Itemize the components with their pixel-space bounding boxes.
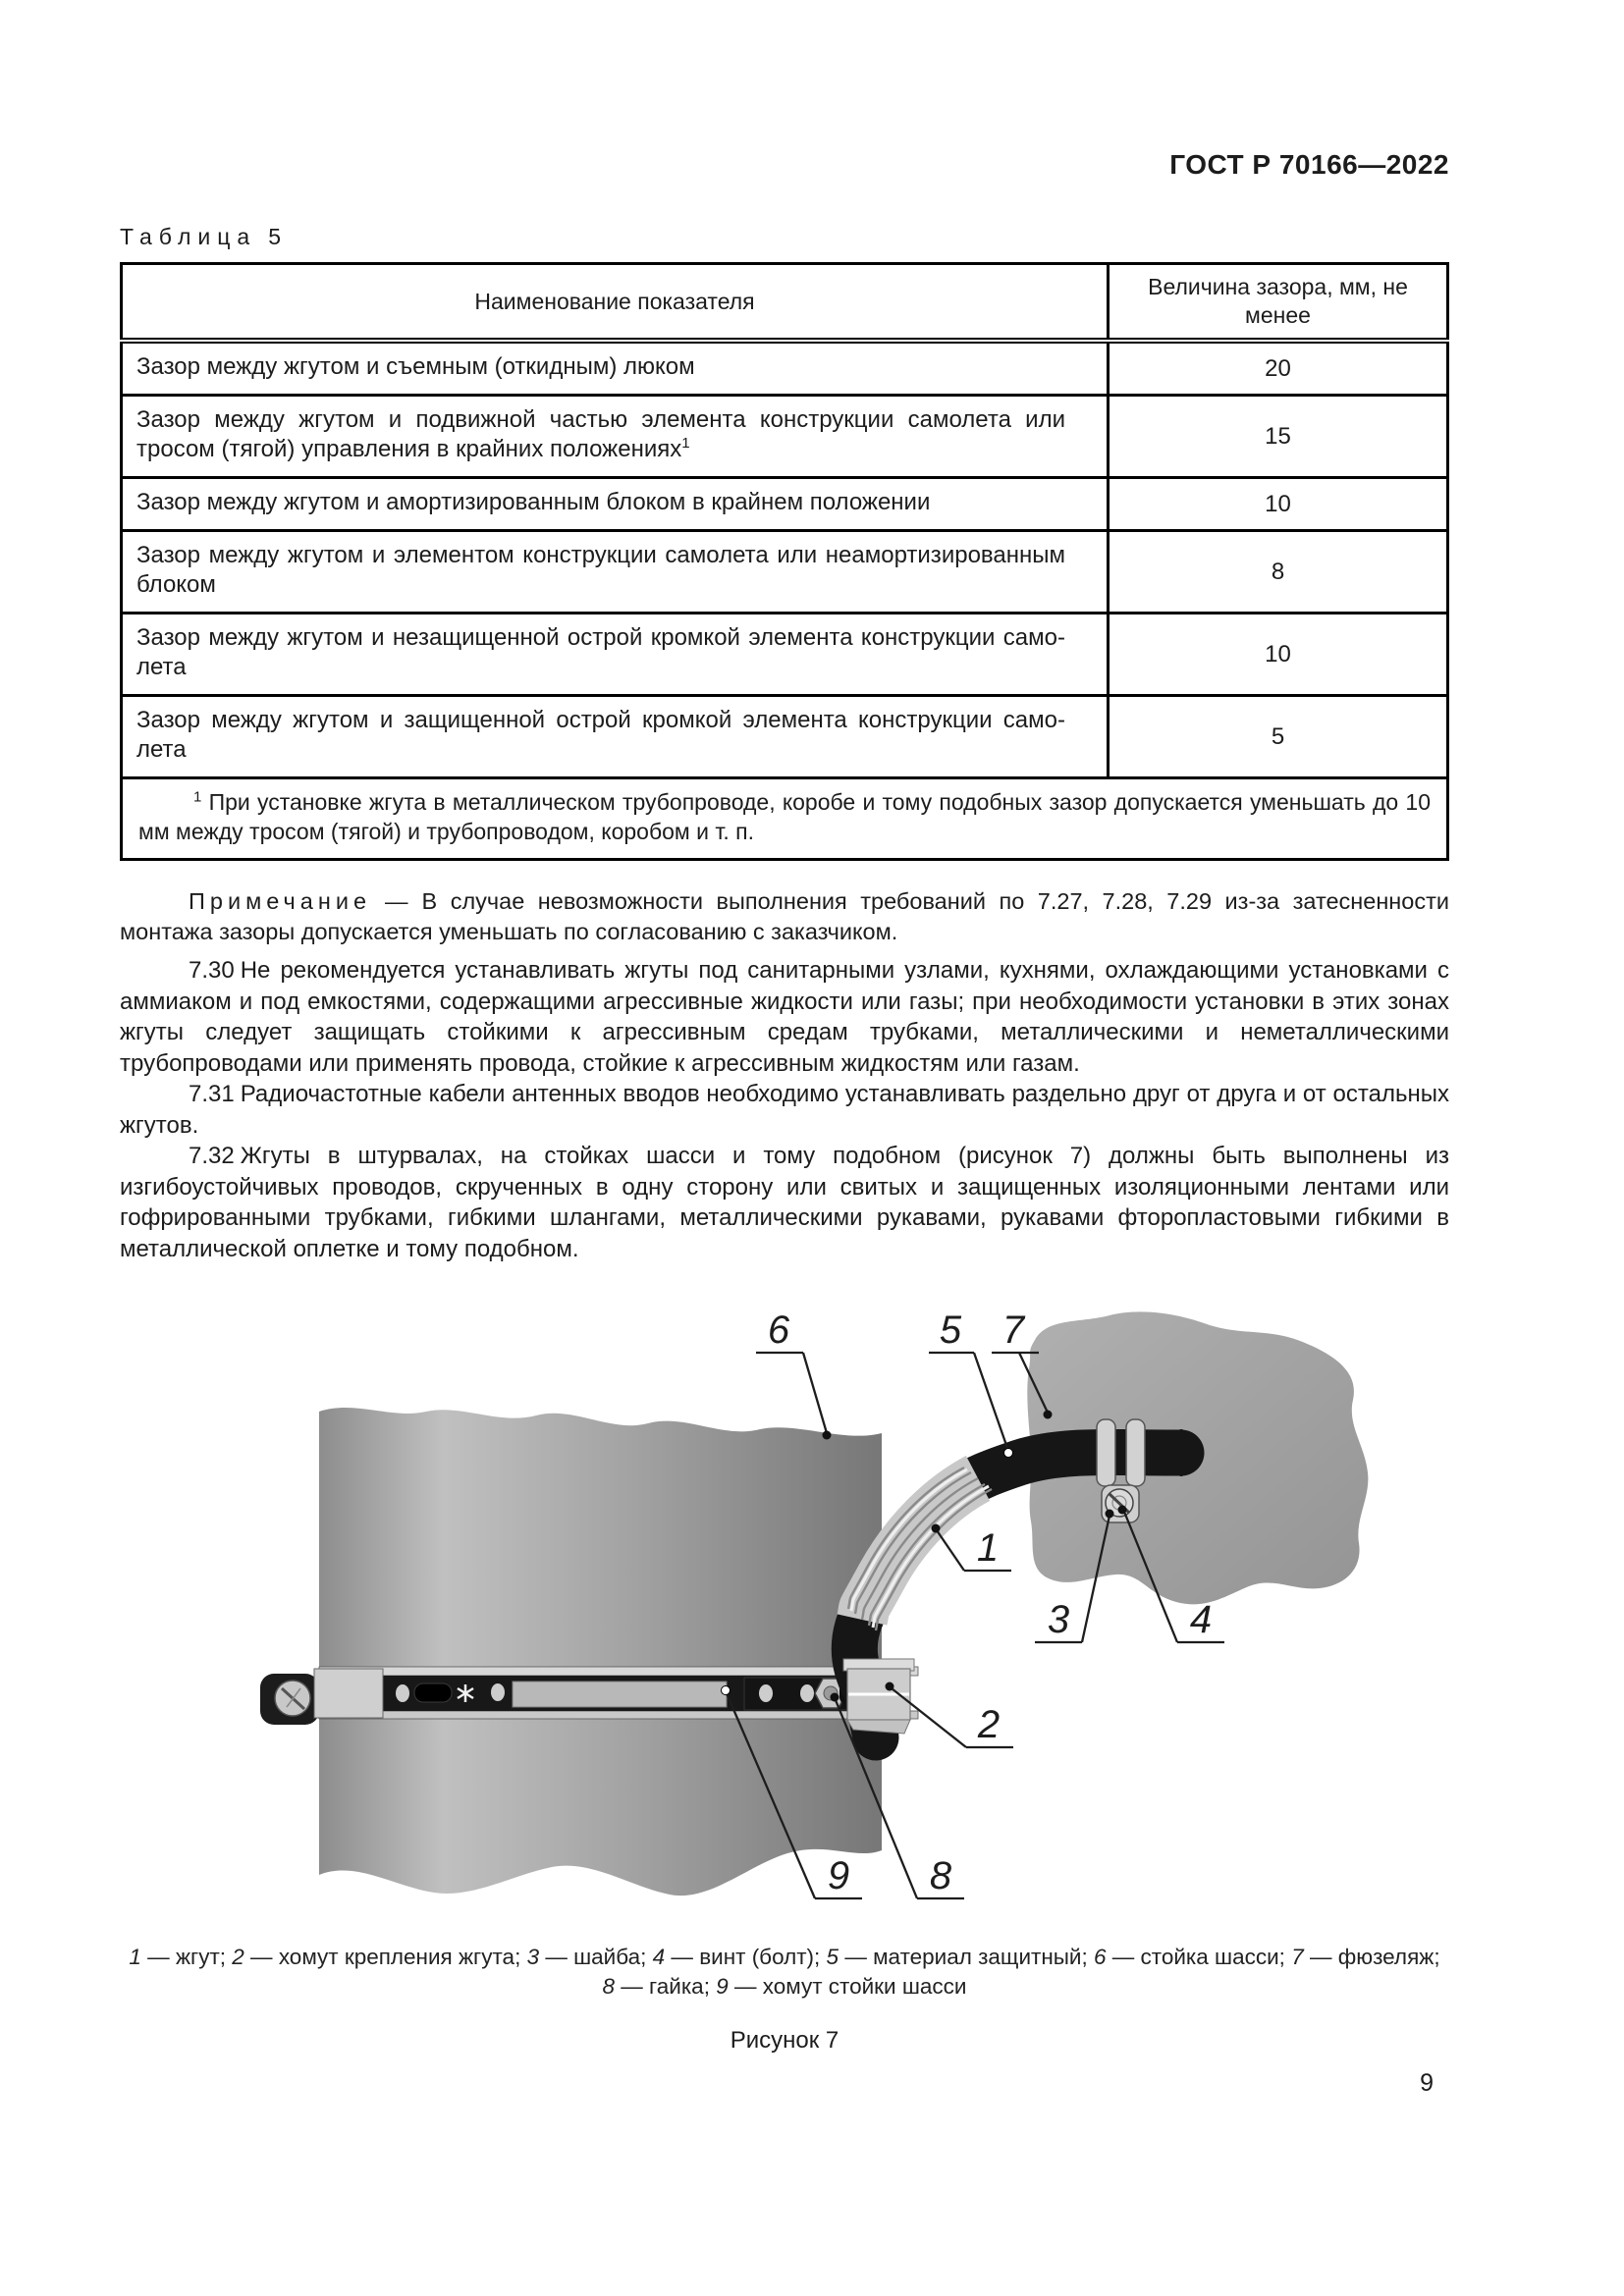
callout-6 [756, 1308, 832, 1440]
standard-code: ГОСТ Р 70166—2022 [1169, 149, 1449, 180]
table-label-word: Таблица [120, 224, 257, 249]
band-buckle [314, 1669, 383, 1718]
table-row [122, 478, 1448, 531]
table-row [122, 696, 1448, 778]
clause-text: Жгуты в штурвалах, на стойках шасси и тому подобном (рисунок 7) должны быть выполнены из изгибоустойчивых проводов, скрученных в одну сторону или свитых и защищенных изоляционными лентами или гофрированными трубками, гибкими шлангами, металлическими рукавами, рукавами фторопластовыми гибкими в металлической оплетке и тому подобном. [120, 1143, 1449, 1262]
table-row [122, 396, 1448, 478]
clause-number: 7.30 [189, 957, 235, 984]
svg-text:1: 1 [976, 1526, 1000, 1570]
clause-text: Не рекомендуется устанавливать жгуты под санитарными узлами, кухнями, охлаждающими установками с аммиаком и под емкостями, содержащими агрессивные жидкости или газы; при необходимости установки в этих зонах жгуты следует защищать стойкими к агрессивным средам трубками, металлическими и неметаллическими трубопроводами или применять провода, стойкие к агрессивным жидкостям или газам. [120, 957, 1449, 1077]
clearance-table [120, 262, 1449, 861]
row-indicator: Зазор между жгутом и незащищенной острой кромкой элемента конструкции самолета [136, 624, 1065, 680]
row-value: 5 [1109, 696, 1448, 778]
row-value: 10 [1109, 478, 1448, 531]
row-indicator: Зазор между жгутом и подвижной частью элемента конструкции самолета или тросом (тягой) управления в крайних положениях [136, 406, 1065, 462]
landing-gear-strut [319, 1408, 882, 1896]
row-indicator: Зазор между жгутом и съемным (откидным) люком [136, 353, 695, 380]
table-row [122, 531, 1448, 614]
svg-text:4: 4 [1189, 1598, 1213, 1641]
figure-caption-line-1: 1 — жгут; 2 — хомут крепления жгута; 3 — шайба; 4 — винт (болт); 5 — материал защитный; 6 — стойка шасси; 7 — фюзеляж; [129, 1945, 1440, 1969]
table-row [122, 614, 1448, 696]
figure-caption-line-2: 8 — гайка; 9 — хомут стойки шасси [602, 1974, 967, 1999]
table-row [122, 341, 1448, 396]
column-header-clearance: Величина зазора, мм, не менее [1109, 264, 1448, 342]
paragraph-7-32 [120, 1141, 1449, 1264]
figure-label: Рисунок 7 [730, 2027, 839, 2054]
figure-7-drawing [120, 1286, 1449, 1926]
footnote-marker: 1 [681, 435, 690, 452]
clause-number: 7.31 [189, 1081, 235, 1107]
table-label [120, 224, 1449, 250]
band-strap-bar [513, 1682, 727, 1707]
svg-text:3: 3 [1047, 1598, 1070, 1641]
table-footnote-row [122, 778, 1448, 860]
note-paragraph [120, 886, 1449, 947]
svg-text:5: 5 [939, 1308, 962, 1352]
note-text: В случае невозможности выполнения требований по 7.27, 7.28, 7.29 из-за затесненности монтажа зазоры допускается уменьшать по согласованию с заказчиком. [120, 888, 1449, 944]
svg-text:6: 6 [767, 1308, 790, 1352]
row-indicator: Зазор между жгутом и элементом конструкции самолета или неамортизированным блоком [136, 542, 1065, 598]
svg-text:8: 8 [929, 1854, 952, 1897]
cable-clamp [843, 1659, 914, 1734]
figure-7 [120, 1286, 1449, 1931]
footnote-marker: 1 [193, 788, 202, 806]
table-footnote-text: При установке жгута в металлическом трубопроводе, коробе и тому подобных зазор допускается уменьшать до 10 мм между тросом (тягой) и трубопроводом, коробом и т. п. [138, 789, 1431, 844]
note-label: Примечание [189, 888, 372, 914]
strut-clamp-band [260, 1667, 918, 1725]
paragraph-7-31 [120, 1079, 1449, 1141]
note-dash: — [385, 888, 408, 914]
page-number: 9 [1420, 2069, 1434, 2097]
svg-text:7: 7 [1001, 1308, 1025, 1352]
row-value: 20 [1109, 341, 1448, 396]
row-value: 15 [1109, 396, 1448, 478]
column-header-indicator: Наименование показателя [122, 264, 1109, 342]
svg-text:9: 9 [827, 1854, 850, 1897]
row-indicator: Зазор между жгутом и защищенной острой кромкой элемента конструкции самолета [136, 707, 1065, 763]
paragraph-7-30 [120, 955, 1449, 1079]
figure-caption [120, 1943, 1449, 2002]
page-content [120, 0, 1449, 2055]
svg-text:2: 2 [977, 1703, 1001, 1746]
row-value: 10 [1109, 614, 1448, 696]
clause-number: 7.32 [189, 1143, 235, 1169]
clause-text: Радиочастотные кабели антенных вводов необходимо устанавливать раздельно друг от друга и от остальных жгутов. [120, 1081, 1449, 1139]
table-header-row [122, 264, 1448, 342]
table-label-number: 5 [268, 224, 281, 249]
row-value: 8 [1109, 531, 1448, 614]
callout-5 [929, 1308, 1013, 1458]
row-indicator: Зазор между жгутом и амортизированным блоком в крайнем положении [136, 489, 931, 515]
